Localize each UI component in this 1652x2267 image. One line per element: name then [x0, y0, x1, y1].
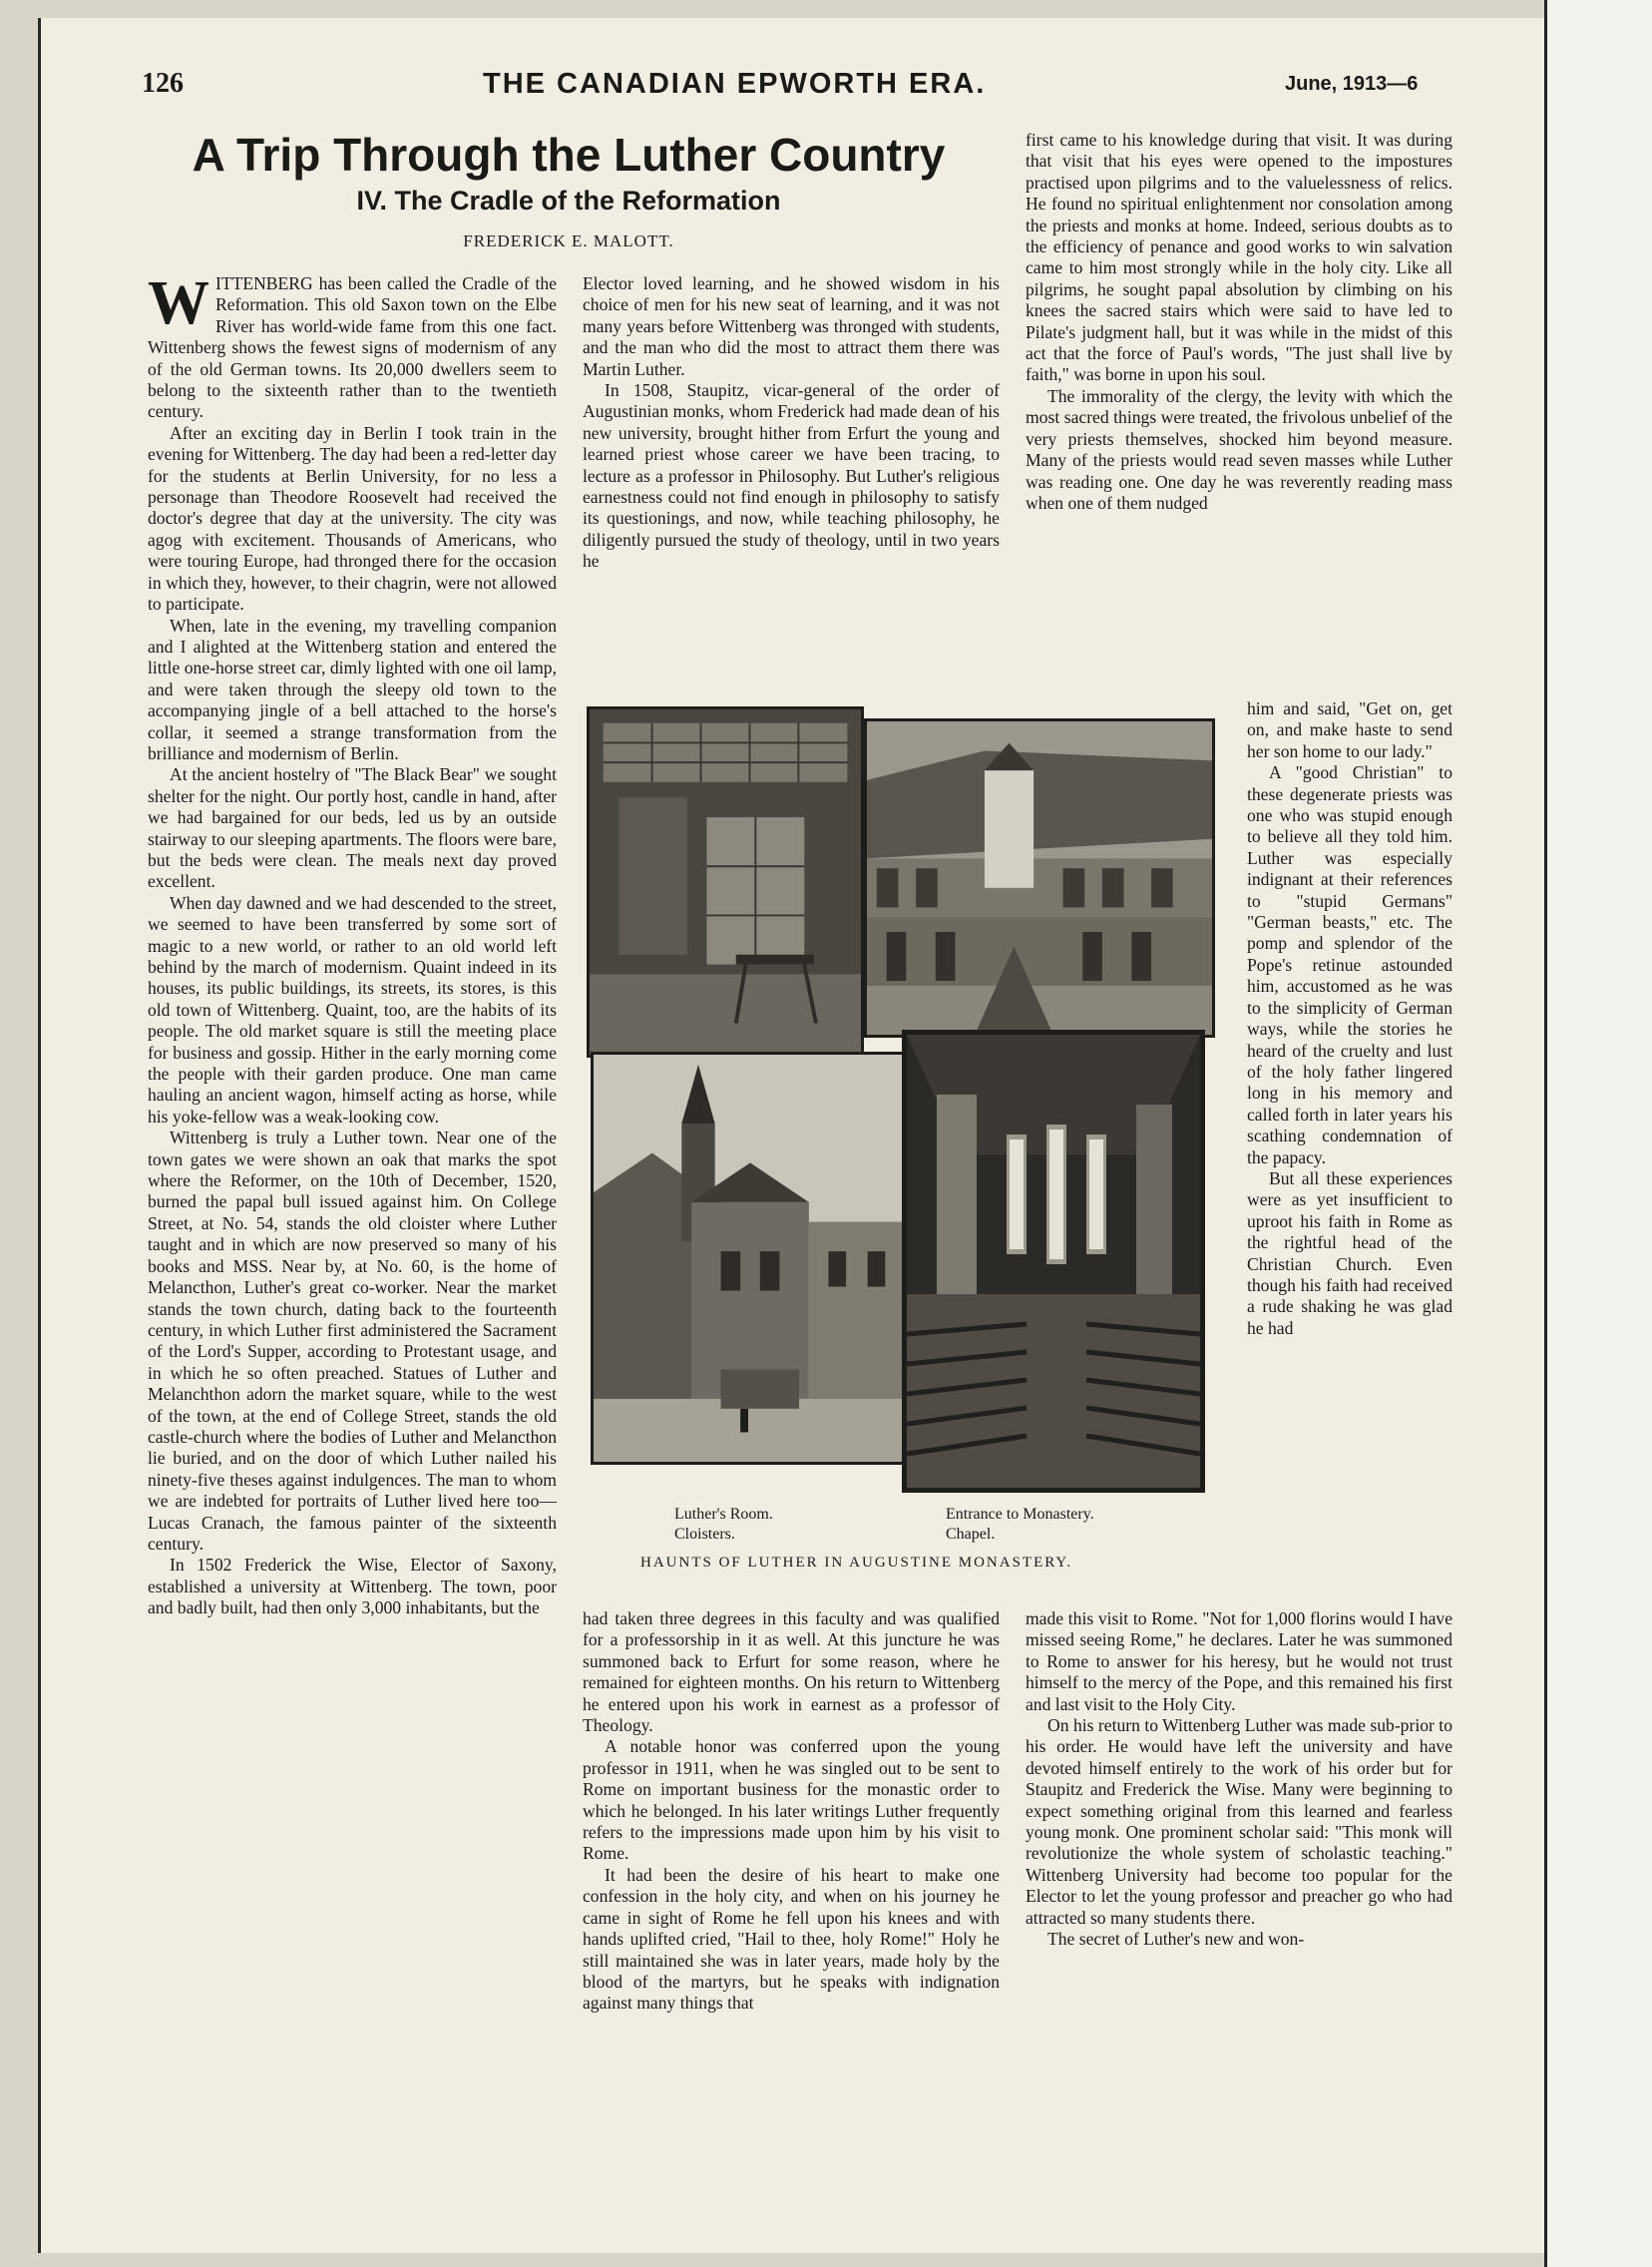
paragraph: Elector loved learning, and he showed wisdom in his choice of men for his new seat of learning, and it was not many years before Wittenberg was thronged with students, and the man who did the most to attract them there was Martin Luther.: [583, 273, 1000, 379]
paragraph: A "good Christian" to these degenerate priests was one who was stupid enough to believe all they told him. Luther was especially indignant at their references to "stupid Germans" "German beasts," etc. The pomp and splendor of the Pope's retinue astounded him, accustomed as he was to the simplicity of German ways, while the stories he heard of the cruelty and lust of the holy father lingered long in his memory and called forth in later years his scathing condemnation of the papacy.: [1247, 762, 1452, 1167]
caption-line: Luther's Room.: [674, 1506, 773, 1523]
paragraph: On his return to Wittenberg Luther was made sub-prior to his order. He would have left the university and have devoted himself entirely to the work of his order but for Staupitz and Frederick the Wise. Many were beginning to expect something original from this learned and fearless young monk. One prominent scholar said: "This monk will revolutionize the whole system of scholastic teaching." Wittenberg University had become too popular for the Elector to let the young professor and preacher go who had attracted so many students there.: [1026, 1715, 1452, 1928]
caption-line: Chapel.: [946, 1526, 996, 1543]
column-2-bottom: [583, 1608, 1000, 2015]
paragraph: The secret of Luther's new and won-: [1047, 1929, 1305, 1950]
column-3-bottom: [1026, 1608, 1452, 1951]
paragraph: It had been the desire of his heart to make one confession in the holy city, and when on his journey he came in sight of Rome he fell upon his knees and with hands uplifted cried, "Hail to thee, holy Rome!" Holy he still maintained she was in later years, made holy by the blood of the martyrs, but he speaks with indignation against many things that: [583, 1864, 1000, 2014]
column-3-narrow: [1247, 698, 1452, 1339]
paragraph: In 1502 Frederick the Wise, Elector of Saxony, established a university at Wittenberg. The town, poor and badly built, had then only 3,000 inhabitants, but the: [148, 1555, 557, 1618]
paragraph: After an exciting day in Berlin I took train in the evening for Wittenberg. The day had been a red-letter day for the students at Berlin University, for no less a personage than Theodore Roosevelt had received the doctor's degree that day at the university. The city was agog with excitement. Thousands of Americans, who were touring Europe, had thronged there for the occasion in which they, however, to their chagrin, were not allowed to participate.: [148, 422, 557, 615]
paragraph: Wittenberg is truly a Luther town. Near one of the town gates we were shown an oak that marks the spot where the Reformer, on the 10th of December, 1520, burned the papal bull issued against him. On College Street, at No. 54, stands the old cloister where Luther taught and in which are now preserved so many of his books and MSS. Near by, at No. 60, is the home of Melancthon, Luther's great co-worker. Near the market stands the town church, dating back to the fourteenth century, in which Luther first administered the Sacrament of the Lord's Supper, according to Protestant usage, and in which he so often preached. Statues of Luther and Melanchthon adorn the market square, while to the west of the town, at the end of College Street, stands the old castle-church where the bodies of Luther and Melancthon lie buried, and on the door of which Luther nailed his ninety-five theses against indulgences. The man to whom we are indebted for portraits of Luther lived here too—Lucas Cranach, the famous painter of the sixteenth century.: [148, 1128, 557, 1554]
byline: FREDERICK E. MALOTT.: [463, 231, 674, 250]
masthead: THE CANADIAN EPWORTH ERA.: [483, 68, 987, 100]
article-subtitle: IV. The Cradle of the Reformation: [356, 186, 781, 216]
paragraph: But all these experiences were as yet insufficient to uproot his faith in Rome as the rightful head of the Christian Church. Even though his faith had received a rude shaking he was glad he had: [1247, 1167, 1452, 1338]
column-3: [1026, 130, 1452, 514]
paragraph: When, late in the evening, my travelling companion and I alighted at the Wittenberg station and entered the little one-horse street car, dimly lighted with one oil lamp, and were taken through the sleepy old town to the accompanying jingle of a bell attached to the horse's collar, it seemed a strange transformation from the brilliance and modernism of Berlin.: [148, 615, 557, 763]
caption-line: Entrance to Monastery.: [946, 1506, 1094, 1523]
luthers-room-photo: [587, 706, 864, 1058]
monastery-entrance-photo: [591, 1052, 908, 1465]
caption-left: [674, 1505, 773, 1545]
page-number: 126: [142, 68, 184, 99]
paragraph: When day dawned and we had descended to the street, we seemed to have been transferred by some sort of magic to a new world, or rather to an old world left behind by the march of modernism. Quaint indeed in its houses, its public buildings, its streets, its stores, is this old town of Wittenberg. Quaint, too, are the habits of its people. The old market square is still the meeting place for business and gossip. Hither in the early morning come the people with their garden produce. One man came hauling an ancient wagon, himself acting as horse, while his yoke-fellow was a weak-looking cow.: [148, 892, 557, 1127]
paragraph: The immorality of the clergy, the levity with which the most sacred things were treated, the frivolous unbelief of the very priests themselves, shocked him beyond measure. Many of the priests would read seven masses while Luther was reading one. One day he was reverently reading mass when one of them nudged: [1026, 385, 1452, 513]
running-header: [0, 68, 1652, 108]
issue-date: June, 1913—6: [1285, 73, 1419, 95]
cloisters-photo: [864, 718, 1215, 1038]
figure-caption: HAUNTS OF LUTHER IN AUGUSTINE MONASTERY.: [640, 1555, 1073, 1571]
paragraph: A notable honor was conferred upon the young professor in 1911, when he was singled out to be sent to Rome on important business for the monastic order to which he belonged. In his later writings Luther frequently refers to the impressions made upon him by his visit to Rome.: [583, 1736, 1000, 1864]
paragraph: At the ancient hostelry of "The Black Bear" we sought shelter for the night. Our portly host, candle in hand, after we had bargained for our beds, led us by an outside stairway to our sleeping apartments. The floors were bare, but the beds were clean. The meals next day proved excellent.: [148, 764, 557, 892]
caption-line: Cloisters.: [674, 1526, 735, 1543]
column-1: [148, 269, 557, 1619]
paragraph: him and said, "Get on, get on, and make haste to send her son home to our lady.": [1247, 698, 1452, 761]
chapel-photo: [902, 1030, 1205, 1493]
photo-collage: [587, 706, 1225, 1497]
paragraph: In 1508, Staupitz, vicar-general of the order of Augustinian monks, whom Frederick had made dean of his new university, brought hither from Erfurt the young and learned priest whose career we have been tracing, to lecture as a professor in Philosophy. But Luther's religious earnestness could not find enough in philosophy to satisfy its questionings, and now, while teaching philosophy, he diligently pursued the study of theology, until in two years he: [583, 380, 1000, 572]
caption-right: [946, 1505, 1094, 1545]
paragraph: first came to his knowledge during that visit. It was during that visit that his eyes were opened to the impostures practised upon pilgrims and to the valuelessness of relics. He found no spiritual enlightenment nor consolation among the priests and monks at home. Indeed, serious doubts as to the efficiency of penance and good works to win salvation came to him most strongly while in the holy city. Like all pilgrims, he sought papal absolution by climbing on his knees the sacred stairs which were said to have led to Pilate's judgment hall, but it was while in the midst of this act that the force of Paul's words, "The just shall live by faith," was borne in upon his soul.: [1026, 130, 1452, 385]
column-2: [583, 273, 1000, 573]
drop-cap: W: [148, 269, 209, 337]
paragraph: had taken three degrees in this faculty and was qualified for a professorship in it as well. At this juncture he was summoned back to Erfurt for some reason, where he remained for eighteen months. On his return to Wittenberg he entered upon his work in earnest as a professor of Theology.: [583, 1608, 1000, 1736]
paragraph: made this visit to Rome. "Not for 1,000 florins would I have missed seeing Rome," he declares. Later he was summoned to Rome to answer for his heresy, but he would not trust himself to the mercy of the Pope, and this remained his first and last visit to the Holy City.: [1026, 1608, 1452, 1714]
paragraph: WITTENBERG has been called the Cradle of the Reformation. This old Saxon town on the Elbe River has world-wide fame from this one fact. Wittenberg shows the fewest signs of modernism of any of the old German towns. Its 20,000 dwellers seem to belong to the sixteenth rather than to the twentieth century.: [148, 269, 557, 422]
page-margin: [1547, 0, 1652, 2267]
article-title: A Trip Through the Luther Country: [192, 129, 946, 181]
